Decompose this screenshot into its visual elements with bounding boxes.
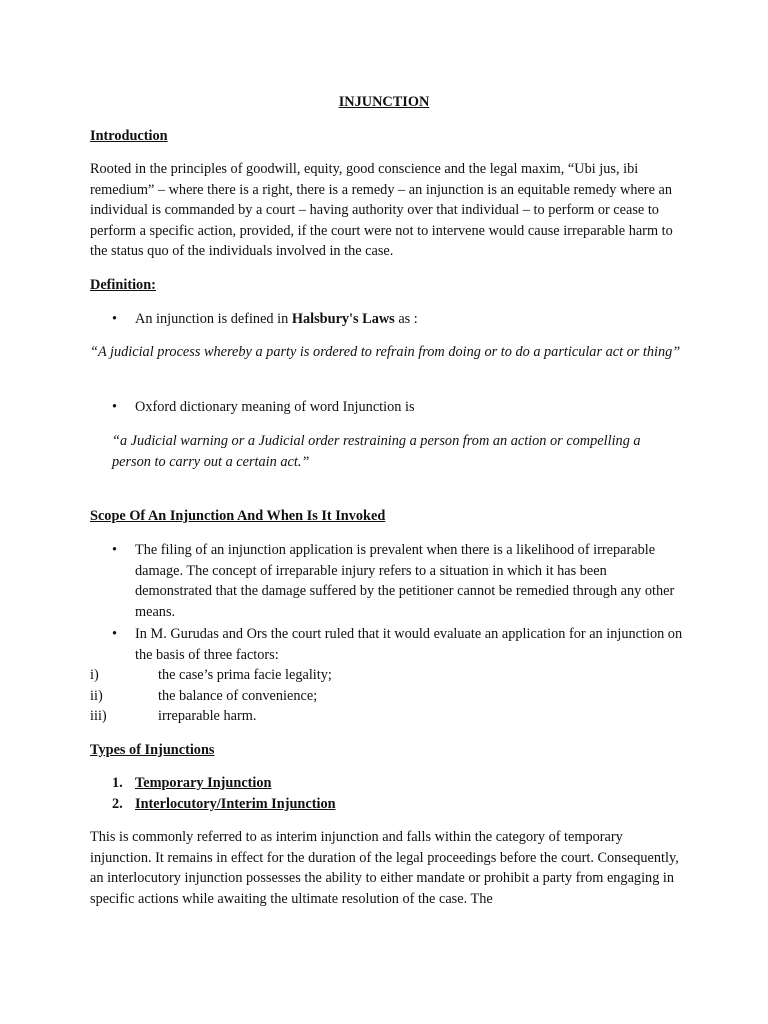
type-number: 2. — [112, 796, 123, 812]
bullet-text-prefix: An injunction is defined in — [135, 311, 292, 327]
bullet-icon: • — [112, 542, 118, 558]
bullet-icon: • — [112, 311, 118, 327]
factor-text: the balance of convenience; — [158, 688, 318, 704]
definition-heading: Definition: — [90, 277, 156, 293]
definition-bullet-oxford — [112, 397, 686, 418]
factor-text: irreparable harm. — [158, 708, 257, 724]
scope-bullet-text: In M. Gurudas and Ors the court ruled that it would evaluate an application for an injunction on the basis of three factors: — [135, 626, 683, 663]
type-label: Temporary Injunction — [135, 775, 272, 791]
scope-bullet-irreparable-damage — [112, 540, 686, 622]
introduction-paragraph: Rooted in the principles of goodwill, equity, good conscience and the legal maxim, “Ubi jus, ibi remedium” – where there is a right, there is a remedy – an injunction is an equitable remedy where an individual is commanded by a court – having authority over that individual – to perform or cease to perform a specific action, provided, if the court were not to intervene would cause irreparable harm to the status quo of the individuals involved in the case. — [90, 161, 673, 259]
definition-bullet-text — [135, 309, 686, 330]
scope-bullet-text: The filing of an injunction application is prevalent when there is a likelihood of irreparable damage. The concept of irreparable injury refers to a situation in which it has been demonstrated that the damage suffered by the petitioner cannot be remedied through any other means. — [135, 542, 675, 620]
type-number: 1. — [112, 775, 123, 791]
definition-bullet-text: Oxford dictionary meaning of word Injunction is — [135, 399, 415, 415]
bullet-text-suffix: as : — [394, 311, 418, 327]
interlocutory-paragraph: This is commonly referred to as interim injunction and falls within the category of temporary injunction. It remains in effect for the duration of the legal proceedings before the court. Consequently, an interlocutory injunction possesses the ability to either mandate or prohibit a party from engaging in specific actions while awaiting the ultimate resolution of the case. The — [90, 829, 679, 907]
halsburys-laws-label: Halsbury's Laws — [291, 311, 395, 327]
introduction-heading: Introduction — [90, 128, 168, 144]
bullet-icon: • — [112, 626, 118, 642]
type-label: Interlocutory/Interim Injunction — [135, 796, 336, 812]
scope-bullet-gurudas — [112, 624, 686, 665]
document-title: INJUNCTION — [338, 94, 430, 110]
definition-bullet-halsbury — [112, 309, 686, 330]
factor-text: the case’s prima facie legality; — [158, 667, 332, 683]
bullet-icon: • — [112, 399, 118, 415]
factor-number: i) — [90, 667, 99, 683]
factor-number: ii) — [90, 688, 103, 704]
scope-heading: Scope Of An Injunction And When Is It Invoked — [90, 508, 386, 524]
factor-number: iii) — [90, 708, 107, 724]
halsbury-definition-quote: “A judicial process whereby a party is ordered to refrain from doing or to do a particular act or thing” — [90, 344, 681, 360]
types-heading: Types of Injunctions — [90, 742, 215, 758]
oxford-definition-quote: “a Judicial warning or a Judicial order restraining a person from an action or compelling a person to carry out a certain act.” — [112, 433, 641, 470]
